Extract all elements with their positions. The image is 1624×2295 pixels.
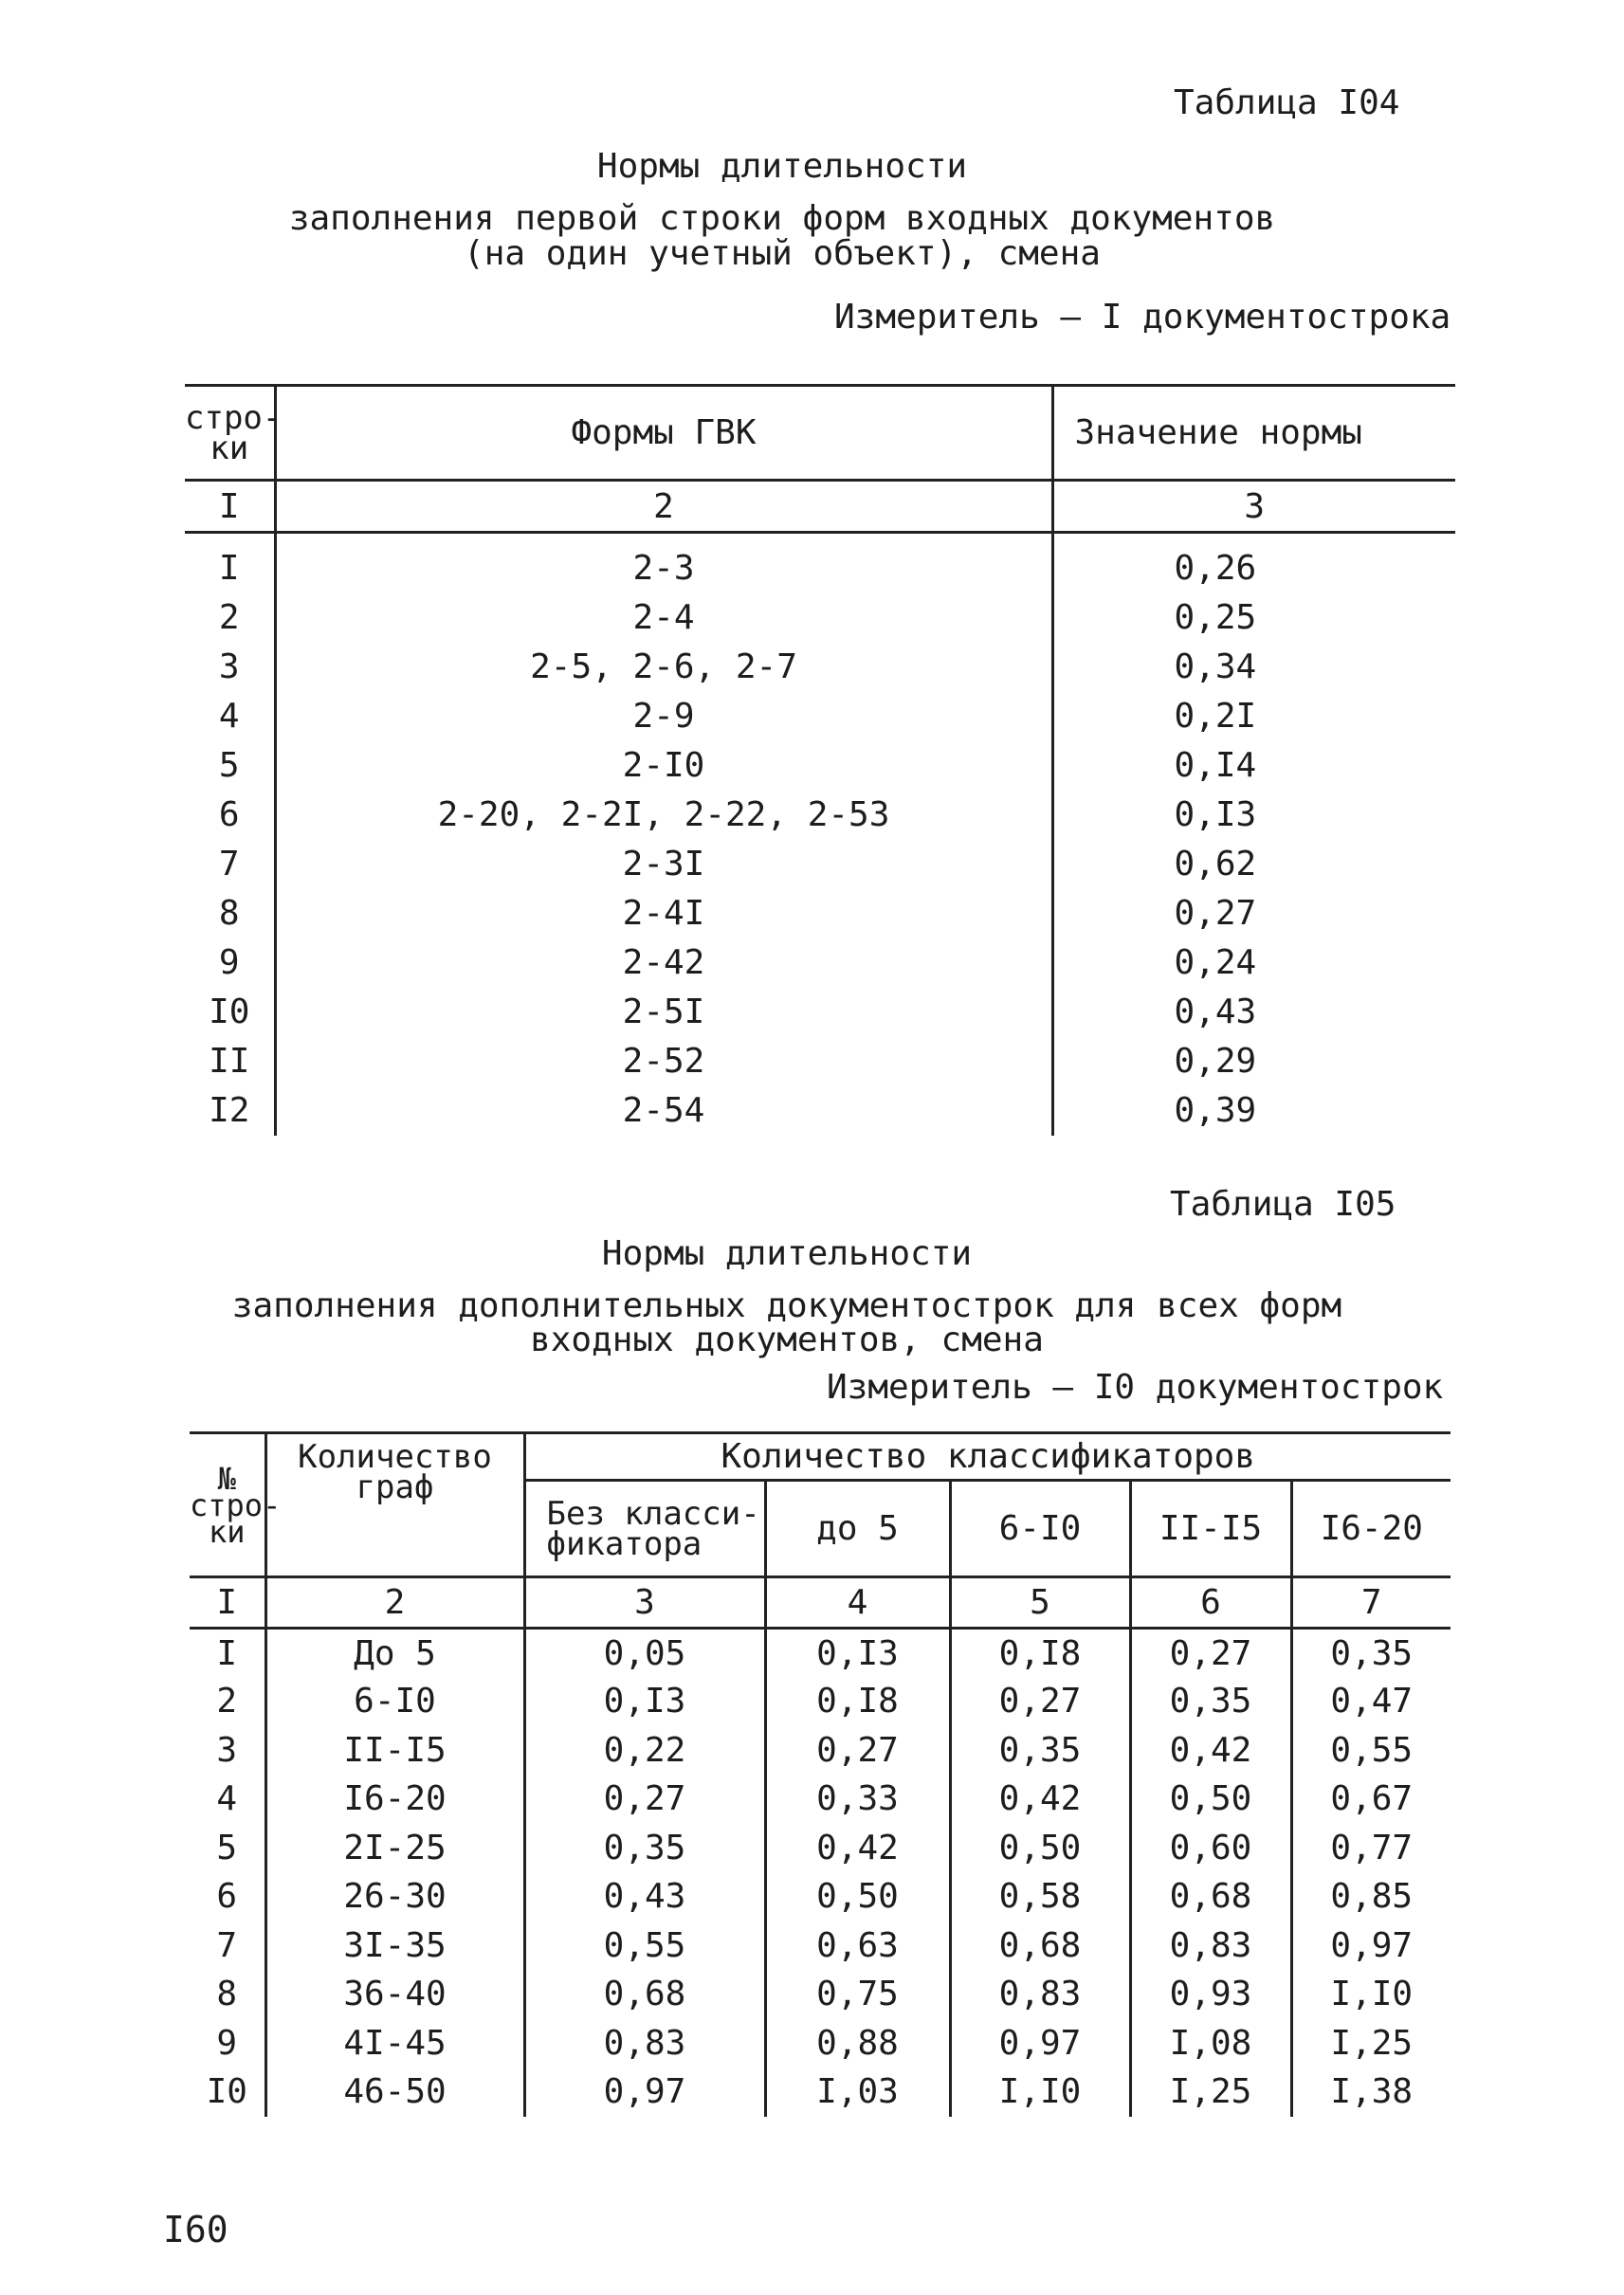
value-up-to-5: I,03 <box>765 2067 950 2117</box>
value-11-15: I,25 <box>1130 2067 1291 2117</box>
form-code: 2-3I <box>275 840 1052 889</box>
value-16-20: 0,97 <box>1330 1925 1414 1965</box>
form-code: 2-9 <box>275 692 1052 741</box>
columns-range: 2I-25 <box>265 1824 524 1873</box>
value-16-20: 0,47 <box>1330 1682 1414 1721</box>
table-row <box>185 643 1455 692</box>
value-6-10: 0,58 <box>950 1872 1130 1922</box>
value-up-to-5: 0,I8 <box>765 1677 950 1726</box>
row-number: I0 <box>185 988 275 1037</box>
table-105-title-line2: заполнения дополнительных документострок для всех форм <box>231 1286 1342 1325</box>
table-row <box>185 988 1455 1037</box>
header-no-classifier: Без класси- фикатора <box>524 1481 765 1577</box>
norm-value: 0,27 <box>1174 894 1257 933</box>
table-row <box>190 1775 1451 1824</box>
columns-range: 6-I0 <box>265 1677 524 1726</box>
value-up-to-5: 0,33 <box>765 1775 950 1824</box>
row-number: 3 <box>190 1726 265 1776</box>
header-forms: Формы ГВК <box>275 386 1052 481</box>
columns-range: 46-50 <box>265 2067 524 2117</box>
table-104-label: Таблица I04 <box>1174 83 1400 122</box>
form-code: 2-4 <box>275 593 1052 643</box>
form-code: 2-4I <box>275 889 1052 938</box>
columns-range: 36-40 <box>265 1970 524 2019</box>
col-number: 5 <box>950 1577 1130 1629</box>
value-11-15: 0,93 <box>1130 1970 1291 2019</box>
value-up-to-5: 0,50 <box>765 1872 950 1922</box>
columns-range: II-I5 <box>265 1726 524 1776</box>
table-row <box>190 2067 1451 2117</box>
table-row <box>190 1970 1451 2019</box>
table-104-title-line2: заполнения первой строки форм входных документов <box>288 199 1276 238</box>
norm-value: 0,29 <box>1174 1042 1257 1081</box>
row-number: 4 <box>190 1775 265 1824</box>
value-11-15: 0,35 <box>1130 1677 1291 1726</box>
value-16-20: 0,85 <box>1330 1877 1414 1917</box>
table-row <box>185 692 1455 741</box>
value-no-classifier: 0,35 <box>524 1824 765 1873</box>
columns-range: До 5 <box>265 1629 524 1678</box>
table-row <box>190 1872 1451 1922</box>
columns-range: 4I-45 <box>265 2019 524 2068</box>
columns-range: I6-20 <box>265 1775 524 1824</box>
table-row <box>190 1922 1451 1971</box>
row-number: 6 <box>185 791 275 840</box>
value-6-10: 0,68 <box>950 1922 1130 1971</box>
table-row <box>185 1037 1455 1086</box>
table-105-title-line1: Нормы длительности <box>601 1234 973 1273</box>
col-number: I <box>190 1577 265 1629</box>
value-16-20: 0,55 <box>1330 1730 1414 1770</box>
value-11-15: I,08 <box>1130 2019 1291 2068</box>
row-number: 5 <box>185 741 275 791</box>
form-code: 2-52 <box>275 1037 1052 1086</box>
norm-value: 0,34 <box>1174 647 1257 686</box>
value-6-10: 0,35 <box>950 1726 1130 1776</box>
value-no-classifier: 0,I3 <box>524 1677 765 1726</box>
value-11-15: 0,60 <box>1130 1824 1291 1873</box>
norm-value: 0,43 <box>1174 993 1257 1031</box>
form-code: 2-3 <box>275 544 1052 593</box>
table-row <box>185 938 1455 988</box>
value-no-classifier: 0,43 <box>524 1872 765 1922</box>
table-104-title-line3: (на один учетный объект), смена <box>464 234 1101 273</box>
form-code: 2-5I <box>275 988 1052 1037</box>
form-code: 2-20, 2-2I, 2-22, 2-53 <box>275 791 1052 840</box>
value-up-to-5: 0,42 <box>765 1824 950 1873</box>
value-16-20: 0,67 <box>1330 1779 1414 1819</box>
row-number: 7 <box>190 1922 265 1971</box>
header-row-number: № стро- ки <box>190 1433 265 1577</box>
table-row <box>185 1086 1455 1136</box>
table-105-label: Таблица I05 <box>1170 1185 1396 1224</box>
form-code: 2-54 <box>275 1086 1052 1136</box>
norm-value: 0,I3 <box>1174 795 1257 834</box>
row-number: 5 <box>190 1824 265 1873</box>
row-number: 7 <box>185 840 275 889</box>
norm-value: 0,26 <box>1174 549 1257 588</box>
col-number: 3 <box>524 1577 765 1629</box>
value-no-classifier: 0,22 <box>524 1726 765 1776</box>
value-6-10: 0,I8 <box>950 1629 1130 1678</box>
norm-value: 0,25 <box>1174 598 1257 637</box>
norm-value: 0,62 <box>1174 845 1257 883</box>
row-number: II <box>185 1037 275 1086</box>
header-up-to-5: до 5 <box>765 1481 950 1577</box>
value-no-classifier: 0,83 <box>524 2019 765 2068</box>
row-number: 9 <box>190 2019 265 2068</box>
table-row <box>190 1824 1451 1873</box>
table-row <box>185 791 1455 840</box>
value-11-15: 0,68 <box>1130 1872 1291 1922</box>
row-number: I <box>185 544 275 593</box>
row-number: 4 <box>185 692 275 741</box>
value-up-to-5: 0,27 <box>765 1726 950 1776</box>
value-11-15: 0,50 <box>1130 1775 1291 1824</box>
form-code: 2-5, 2-6, 2-7 <box>275 643 1052 692</box>
col-number: 2 <box>265 1577 524 1629</box>
value-16-20: 0,35 <box>1330 1633 1414 1673</box>
value-6-10: 0,42 <box>950 1775 1130 1824</box>
col-number: 2 <box>275 481 1052 533</box>
value-no-classifier: 0,05 <box>524 1629 765 1678</box>
col-number: 4 <box>765 1577 950 1629</box>
table-105-title-line3: входных документов, смена <box>530 1321 1044 1359</box>
value-16-20: 0,77 <box>1330 1828 1414 1867</box>
columns-range: 3I-35 <box>265 1922 524 1971</box>
table-105 <box>190 1431 1451 2117</box>
header-11-15: II-I5 <box>1130 1481 1291 1577</box>
value-16-20: I,I0 <box>1330 1975 1414 2014</box>
page-number: I60 <box>163 2209 228 2250</box>
value-no-classifier: 0,97 <box>524 2067 765 2117</box>
table-row <box>185 544 1455 593</box>
row-number: I2 <box>185 1086 275 1136</box>
table-104-body <box>185 533 1455 1136</box>
table-104 <box>185 384 1455 1136</box>
col-number: 7 <box>1360 1583 1382 1622</box>
row-number: 8 <box>190 1970 265 2019</box>
value-up-to-5: 0,88 <box>765 2019 950 2068</box>
row-number: 2 <box>190 1677 265 1726</box>
table-row <box>185 889 1455 938</box>
col-number: 6 <box>1130 1577 1291 1629</box>
norm-value: 0,I4 <box>1174 746 1257 785</box>
value-up-to-5: 0,75 <box>765 1970 950 2019</box>
row-number: 9 <box>185 938 275 988</box>
header-16-20: I6-20 <box>1320 1509 1423 1548</box>
value-16-20: I,25 <box>1330 2023 1414 2063</box>
row-number: I <box>190 1629 265 1678</box>
row-number: I0 <box>190 2067 265 2117</box>
value-6-10: 0,50 <box>950 1824 1130 1873</box>
value-no-classifier: 0,55 <box>524 1922 765 1971</box>
value-11-15: 0,42 <box>1130 1726 1291 1776</box>
col-number: I <box>185 481 275 533</box>
value-no-classifier: 0,68 <box>524 1970 765 2019</box>
table-row <box>190 1726 1451 1776</box>
value-no-classifier: 0,27 <box>524 1775 765 1824</box>
header-6-10: 6-I0 <box>950 1481 1130 1577</box>
value-up-to-5: 0,63 <box>765 1922 950 1971</box>
table-row <box>190 2019 1451 2068</box>
table-row <box>185 593 1455 643</box>
header-columns-count: Количество граф <box>265 1433 524 1577</box>
table-105-meter: Измеритель – I0 документострок <box>827 1368 1444 1407</box>
row-number: 6 <box>190 1872 265 1922</box>
header-row-number: стро- ки <box>185 386 275 481</box>
value-up-to-5: 0,I3 <box>765 1629 950 1678</box>
table-105-body <box>190 1629 1451 2117</box>
value-11-15: 0,83 <box>1130 1922 1291 1971</box>
norm-value: 0,24 <box>1174 943 1257 982</box>
row-number: 2 <box>185 593 275 643</box>
norm-value: 0,39 <box>1174 1091 1257 1130</box>
header-norm-value: Значение нормы <box>1074 413 1362 452</box>
columns-range: 26-30 <box>265 1872 524 1922</box>
value-11-15: 0,27 <box>1130 1629 1291 1678</box>
value-6-10: 0,27 <box>950 1677 1130 1726</box>
col-number: 3 <box>1244 486 1266 526</box>
header-classifiers-group: Количество классификаторов <box>524 1433 1451 1481</box>
norm-value: 0,2I <box>1174 697 1257 736</box>
value-6-10: I,I0 <box>950 2067 1130 2117</box>
value-6-10: 0,97 <box>950 2019 1130 2068</box>
value-6-10: 0,83 <box>950 1970 1130 2019</box>
table-row <box>190 1629 1451 1678</box>
form-code: 2-42 <box>275 938 1052 988</box>
value-16-20: I,38 <box>1330 2072 1414 2112</box>
table-104-title-line1: Нормы длительности <box>596 147 968 186</box>
table-row <box>185 840 1455 889</box>
row-number: 8 <box>185 889 275 938</box>
table-row <box>190 1677 1451 1726</box>
form-code: 2-I0 <box>275 741 1052 791</box>
table-row <box>185 741 1455 791</box>
row-number: 3 <box>185 643 275 692</box>
table-104-meter: Измеритель – I документострока <box>834 298 1451 337</box>
